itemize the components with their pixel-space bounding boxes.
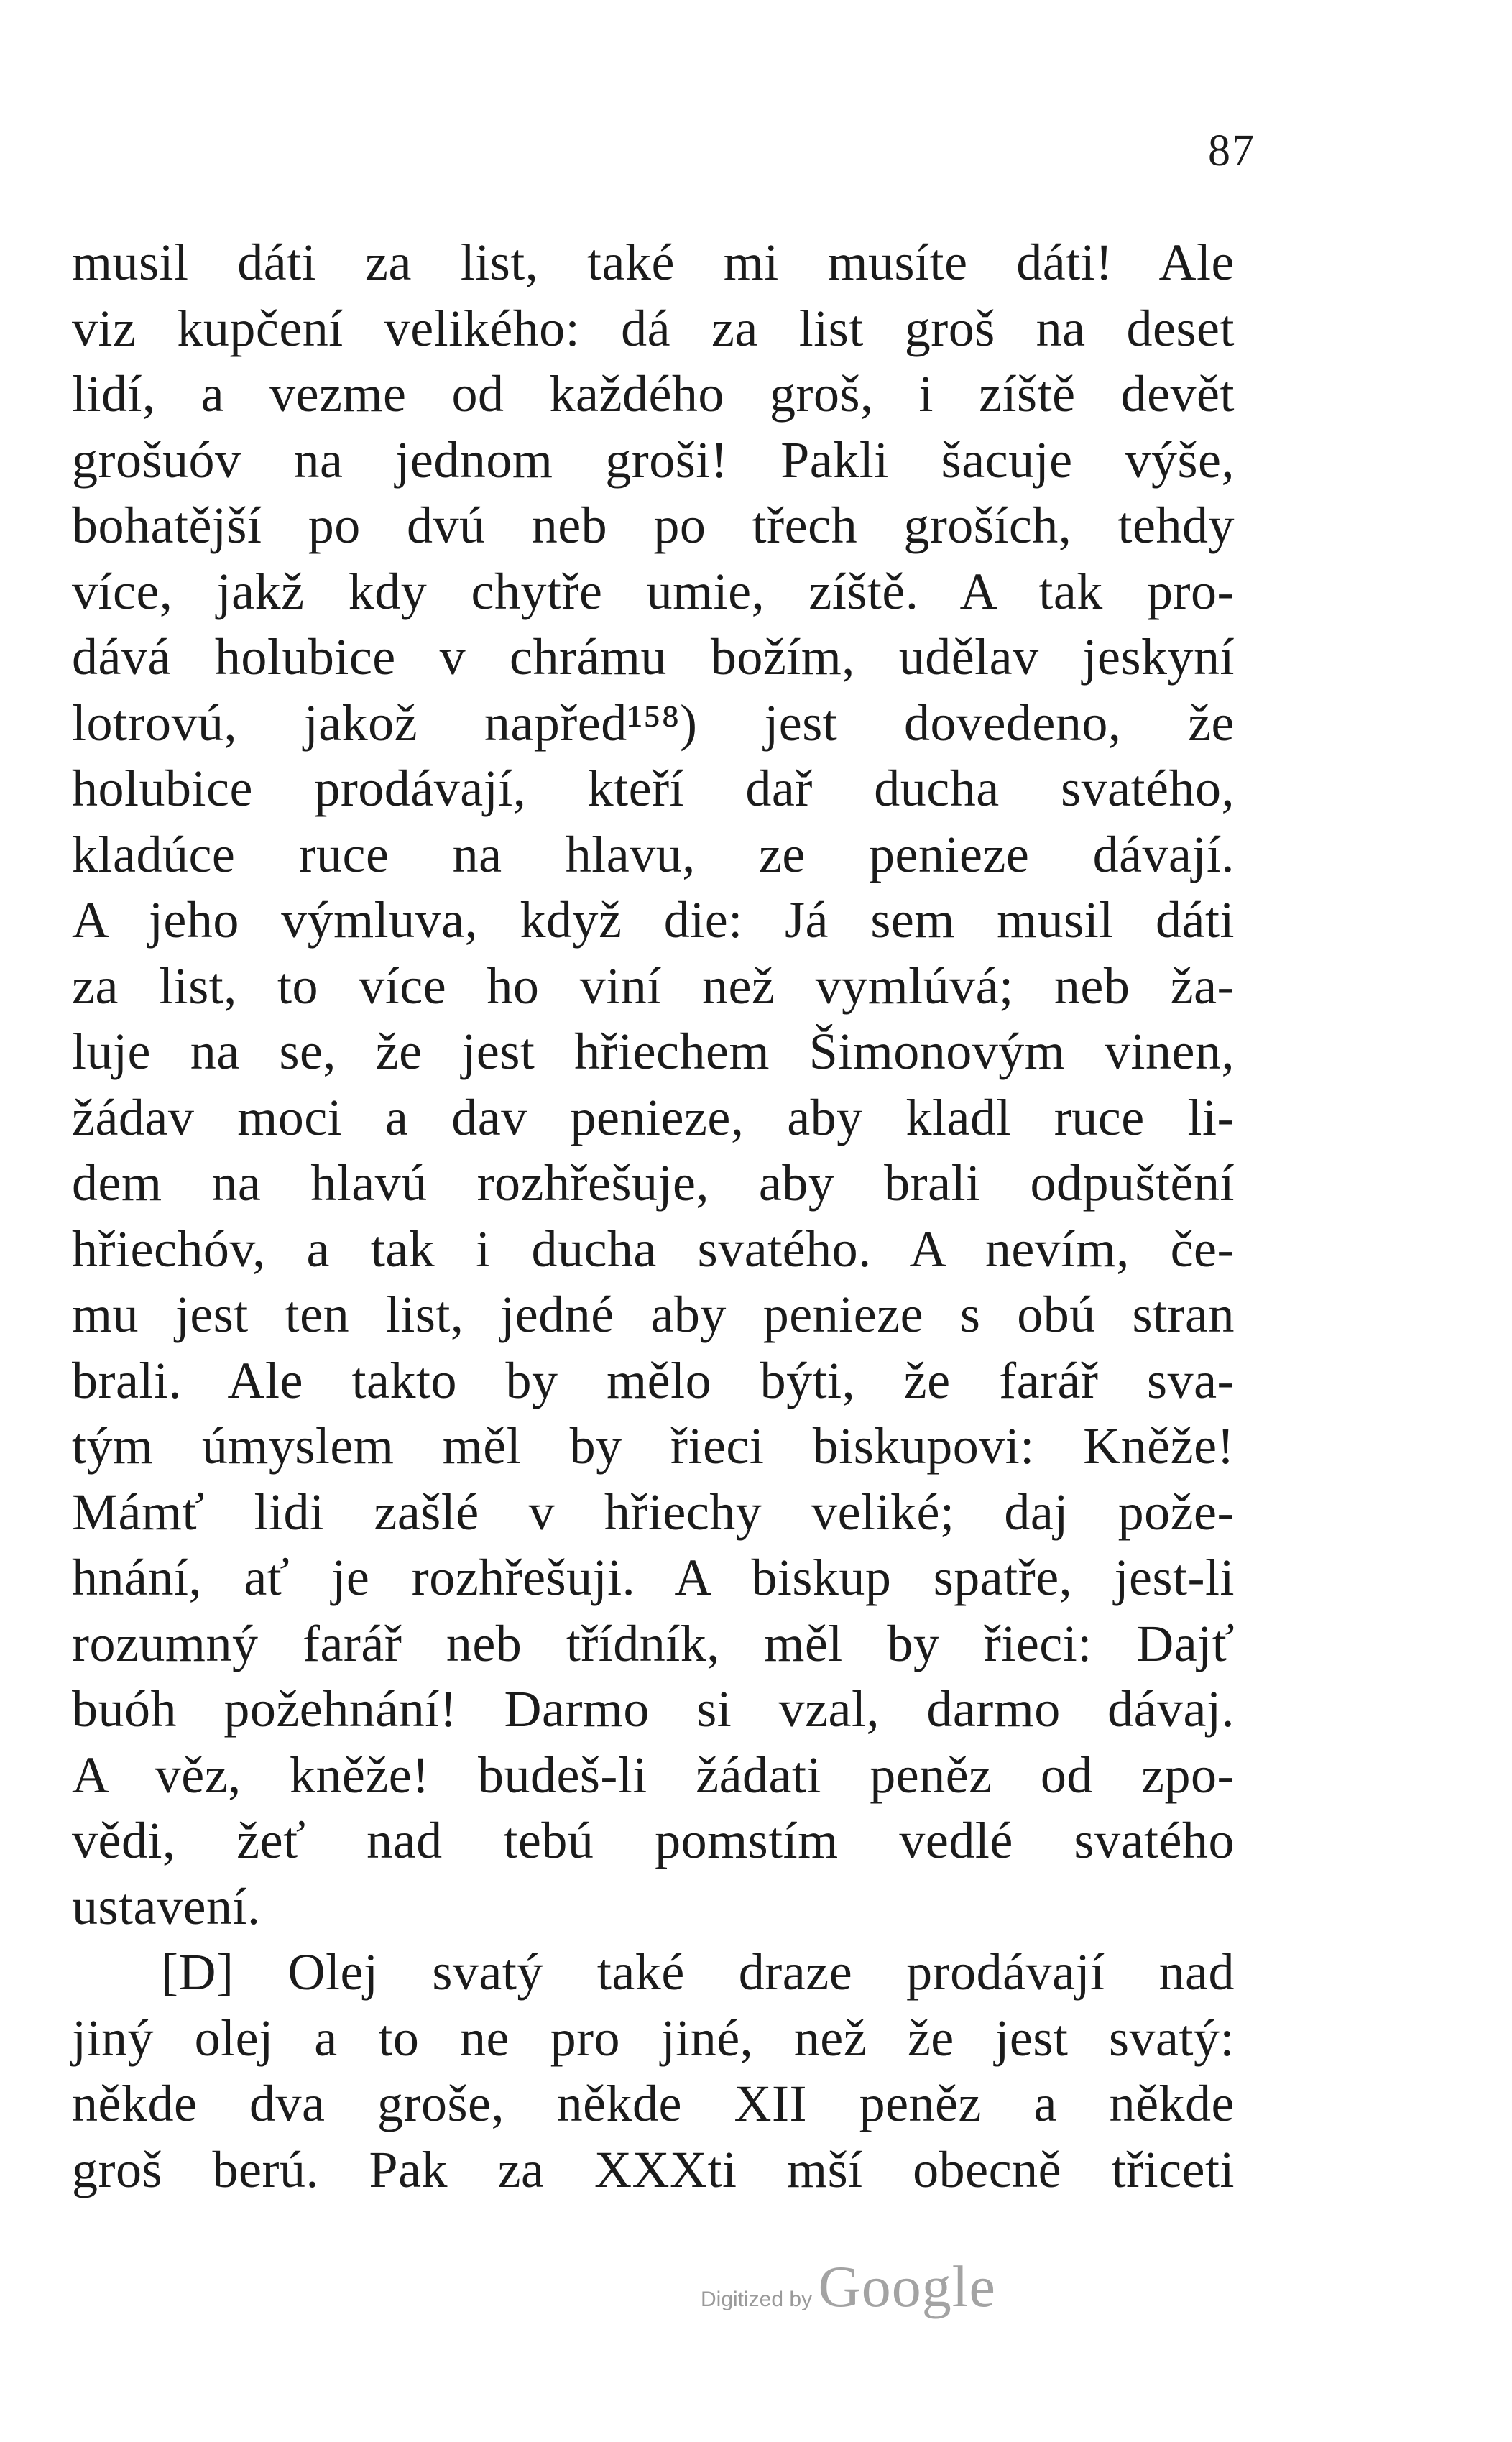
text-line: [D] Olej svatý také draze prodávají nad xyxy=(161,1943,1235,2001)
text-line: lotrovú, jakož napřed¹⁵⁸) jest dovedeno, že xyxy=(72,694,1235,752)
text-line: brali. Ale takto by mělo býti, že farář sva- xyxy=(72,1351,1235,1409)
text-line: groš berú. Pak za XXXti mší obecně třiceti xyxy=(72,2140,1235,2198)
text-line: tým úmyslem měl by řieci biskupovi: Kněže! xyxy=(72,1417,1235,1475)
text-line: grošuóv na jednom groši! Pakli šacuje výše, xyxy=(72,430,1235,489)
text-line: vědi, žeť nad tebú pomstím vedlé svatého xyxy=(72,1812,1235,1869)
text-line: hřiechóv, a tak i ducha svatého. A nevím, če- xyxy=(72,1220,1235,1278)
text-line: Mámť lidi zašlé v hřiechy veliké; daj požе- xyxy=(72,1483,1235,1541)
text-line: buóh požehnání! Darmo si vzal, darmo dávaj. xyxy=(72,1680,1235,1738)
digitized-by-google-watermark xyxy=(701,2253,996,2321)
text-line: žádav moci a dav penieze, aby kladl ruce li- xyxy=(72,1088,1235,1146)
text-line: luje na se, že jest hřiechem Šimonovým vinen, xyxy=(72,1023,1235,1080)
text-line: mu jest ten list, jedné aby penieze s obú stran xyxy=(72,1286,1235,1343)
google-logo: Google xyxy=(818,2254,996,2319)
text-line: musil dáti za list, také mi musíte dáti! Ale xyxy=(72,234,1235,291)
text-line: kladúce ruce na hlavu, ze penieze dávají. xyxy=(72,825,1235,883)
text-line: za list, to více ho viní než vymlúvá; neb ža- xyxy=(72,957,1235,1015)
text-line: dává holubice v chrámu božím, udělav jeskyní xyxy=(72,628,1235,686)
text-line: A věz, kněže! budeš-li žádati peněz od zpo- xyxy=(72,1746,1235,1804)
text-line: rozumný farář neb třídník, měl by řieci: Dajť xyxy=(72,1614,1235,1672)
text-line: někde dva groše, někde XII peněz a někde xyxy=(72,2075,1235,2132)
text-line: holubice prodávají, kteří dař ducha svatého, xyxy=(72,760,1235,817)
text-line: jiný olej a to ne pro jiné, než že jest svatý: xyxy=(72,2009,1235,2067)
body-text xyxy=(72,230,1235,2203)
text-line: bohatější po dvú neb po třech groších, tehdy xyxy=(72,497,1235,554)
text-line: hnání, ať je rozhřešuji. A biskup spatře, jest-li xyxy=(72,1549,1235,1606)
text-line: ustavení. xyxy=(72,1877,261,1935)
page-number: 87 xyxy=(1208,126,1255,175)
text-line: více, jakž kdy chytře umie, zíště. A tak pro- xyxy=(72,562,1235,620)
text-line: A jeho výmluva, když die: Já sem musil dáti xyxy=(72,891,1235,949)
text-line: dem na hlavú rozhřešuje, aby brali odpuštění xyxy=(72,1154,1235,1212)
digitized-label: Digitized by xyxy=(701,2287,813,2311)
text-line: viz kupčení velikého: dá za list groš na deset xyxy=(72,299,1235,357)
text-line: lidí, a vezme od každého groš, i zíště devět xyxy=(72,365,1235,423)
